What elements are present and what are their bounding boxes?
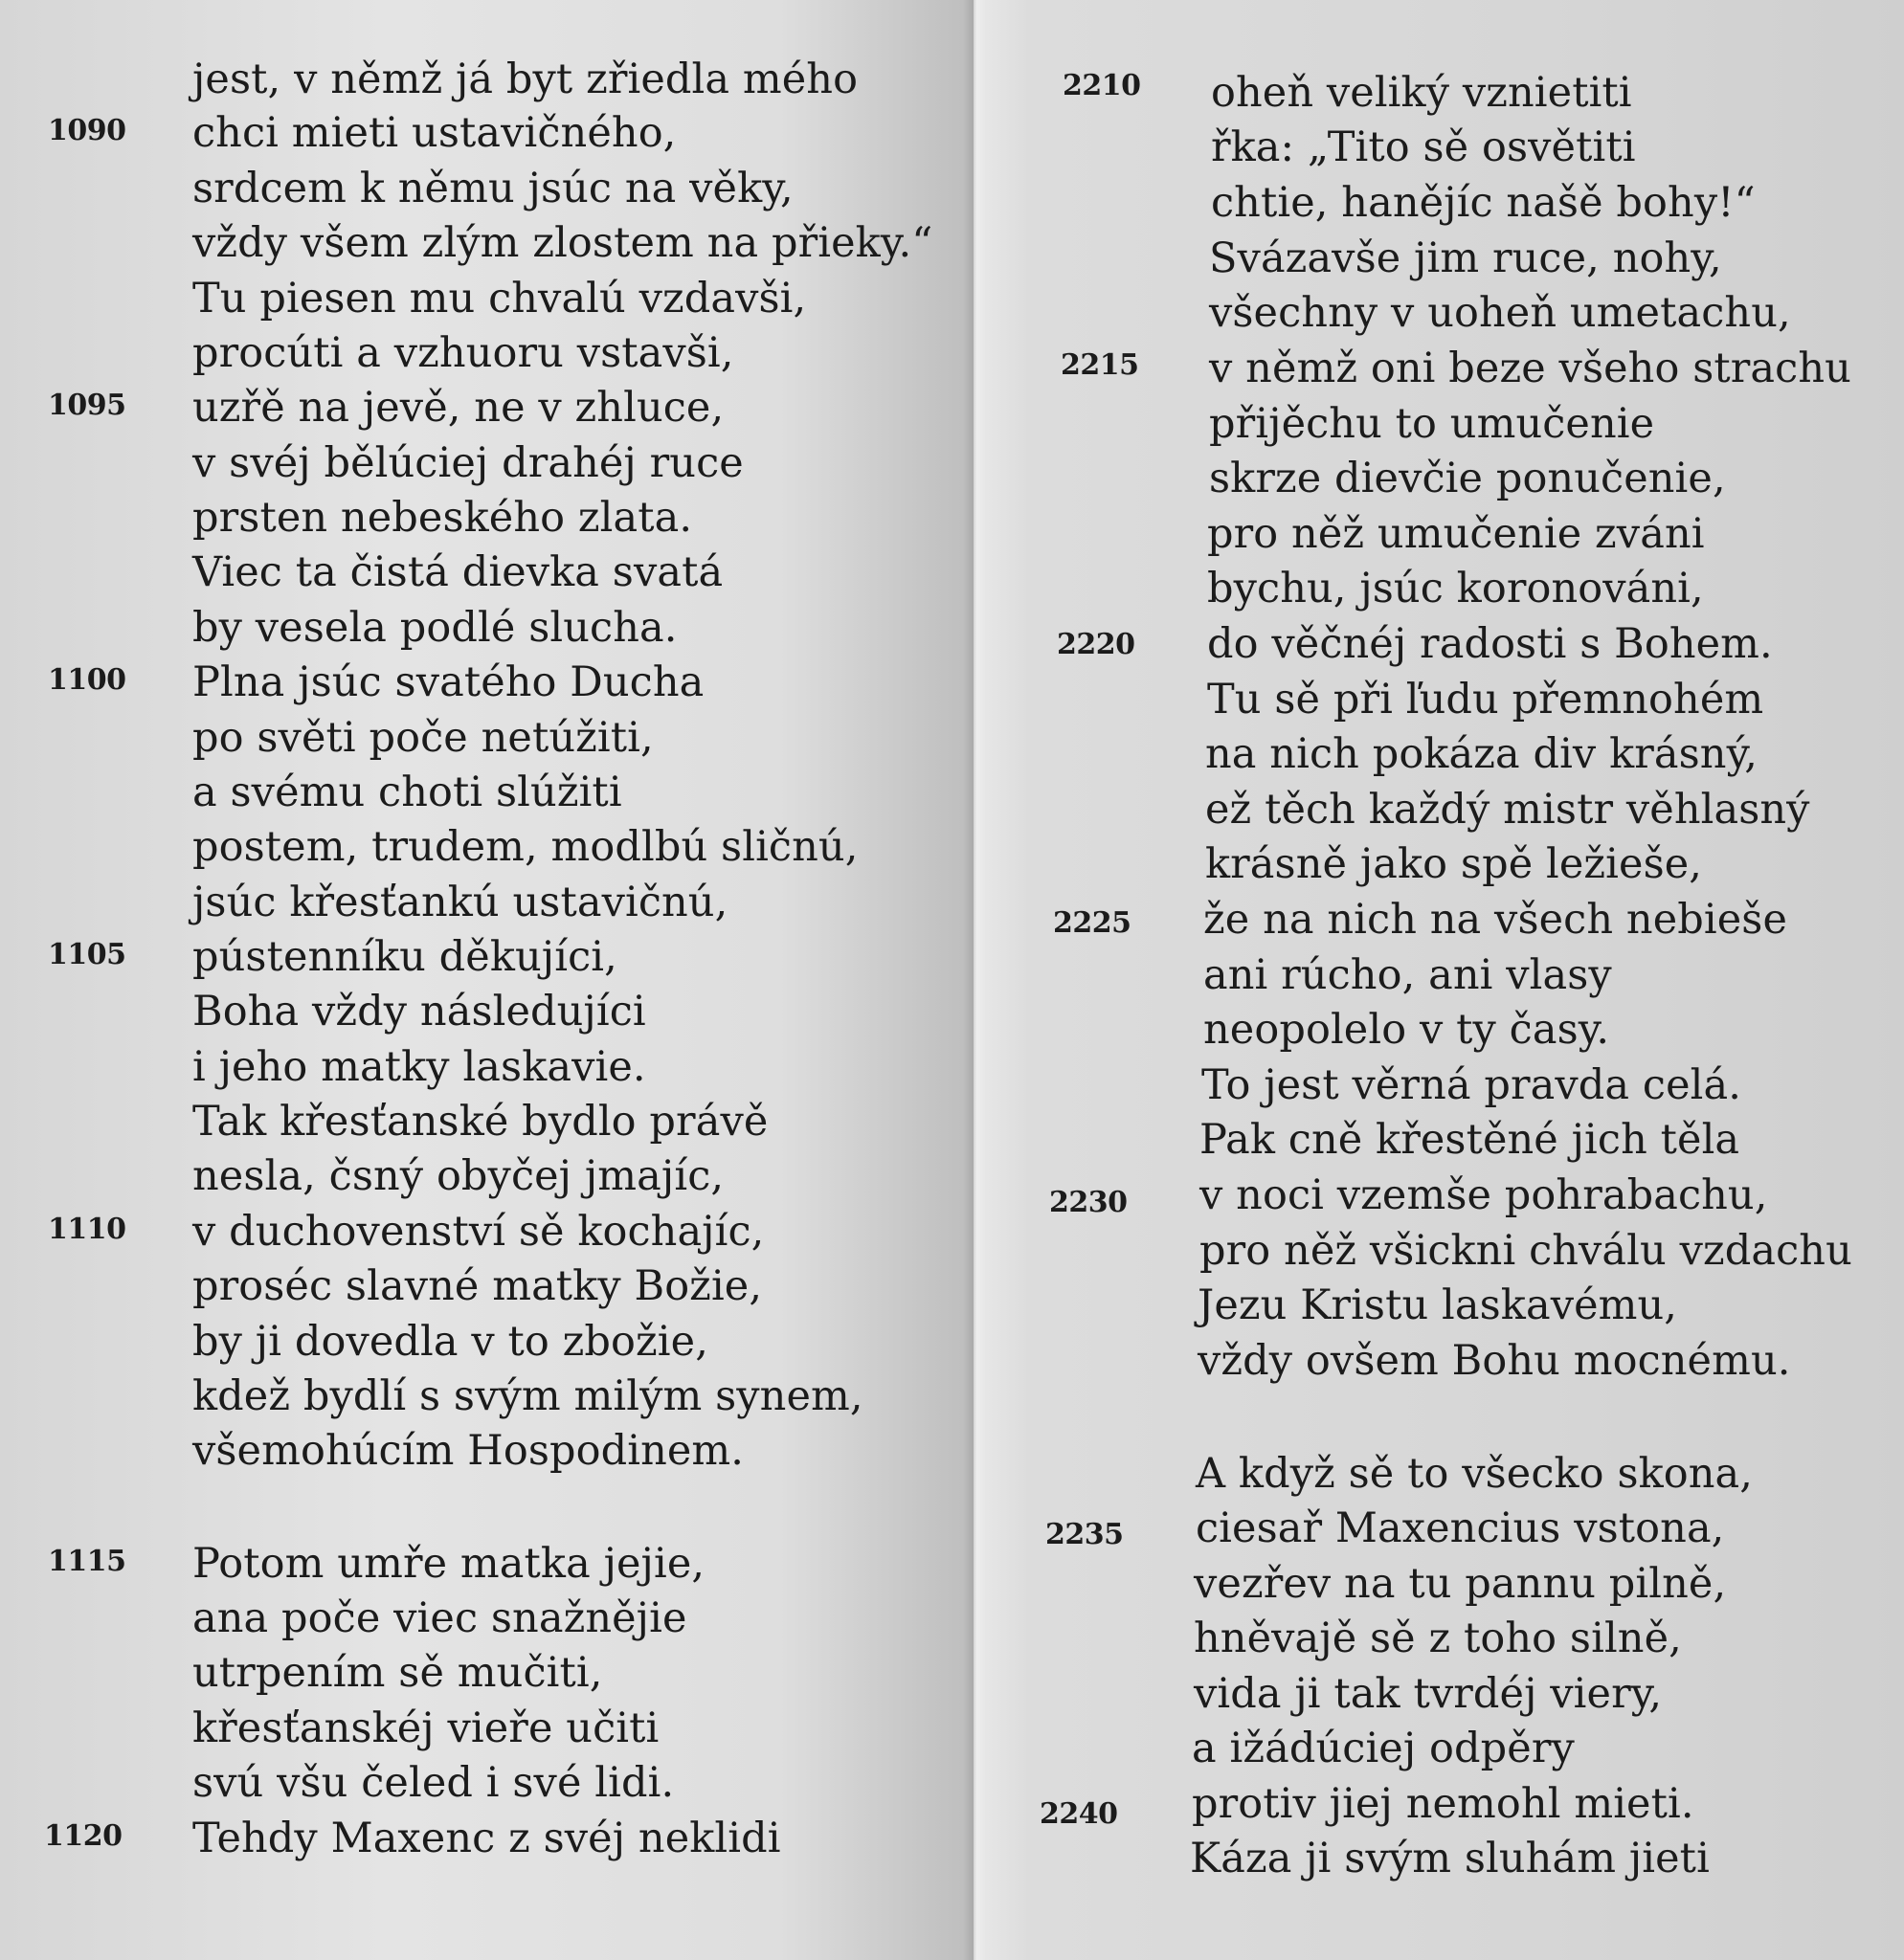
verse-line: v svéj bělúciej drahéj ruce — [192, 439, 744, 487]
line-number: 1095 — [48, 389, 126, 422]
line-number: 2240 — [1040, 1797, 1118, 1831]
verse-line: vezřev na tu pannu pilně, — [1194, 1560, 1727, 1608]
verse-line: v němž oni beze všeho strachu — [1209, 345, 1851, 392]
verse-line: a ižádúciej odpěry — [1192, 1725, 1575, 1772]
verse-line: prsten nebeského zlata. — [192, 494, 693, 542]
verse-line: ež těch každý mistr věhlasný — [1205, 786, 1810, 834]
verse-line: Tehdy Maxenc z svéj neklidi — [192, 1815, 781, 1862]
verse-line: skrze dievčie ponučenie, — [1209, 455, 1726, 502]
line-number: 2210 — [1063, 69, 1141, 102]
verse-line: na nich pokáza div krásný, — [1205, 730, 1758, 778]
verse-line: a svému choti slúžiti — [192, 768, 622, 816]
verse-line: pro něž umučenie zváni — [1207, 510, 1705, 558]
verse-line: křesťanskéj vieře učiti — [192, 1704, 660, 1752]
verse-line: Pak cně křestěné jich těla — [1199, 1116, 1740, 1164]
verse-line: vida ji tak tvrdéj viery, — [1194, 1670, 1663, 1718]
verse-line: Tak křesťanské bydlo právě — [192, 1098, 769, 1146]
verse-line: Viec ta čistá dievka svatá — [192, 548, 724, 596]
verse-line: nesla, čsný obyčej jmajíc, — [192, 1152, 725, 1200]
verse-line: by vesela podlé slucha. — [192, 604, 678, 652]
verse-line: A když sě to všecko skona, — [1196, 1450, 1754, 1498]
verse-line: neopolelo v ty časy. — [1203, 1006, 1610, 1054]
verse-line: vždy všem zlým zlostem na přieky.“ — [192, 219, 933, 267]
verse-line: všechny v uoheň umetachu, — [1209, 289, 1791, 337]
line-number: 1090 — [48, 114, 126, 147]
line-number: 2230 — [1049, 1186, 1128, 1219]
verse-line: v noci vzemše pohrabachu, — [1199, 1171, 1768, 1219]
verse-line: ciesař Maxencius vstona, — [1196, 1504, 1725, 1552]
line-number: 2235 — [1045, 1518, 1124, 1551]
verse-line: proséc slavné matky Božie, — [192, 1262, 763, 1310]
verse-line: všemohúcím Hospodinem. — [192, 1427, 745, 1475]
verse-line: protiv jiej nemohl mieti. — [1192, 1780, 1694, 1828]
line-number: 1105 — [48, 938, 126, 971]
verse-line: chci mieti ustavičného, — [192, 109, 677, 157]
verse-line: jsúc křesťankú ustavičnú, — [192, 879, 728, 926]
verse-line: ani rúcho, ani vlasy — [1203, 951, 1612, 999]
verse-line: přijěchu to umučenie — [1209, 400, 1655, 448]
verse-line: bychu, jsúc koronováni, — [1207, 565, 1704, 612]
show-through-text — [0, 0, 1, 1]
verse-line: i jeho matky laskavie. — [192, 1043, 646, 1091]
verse-line: krásně jako spě ležieše, — [1205, 840, 1703, 888]
verse-line: Jezu Kristu laskavému, — [1198, 1281, 1678, 1329]
verse-line: oheň veliký vznietiti — [1211, 69, 1632, 117]
line-number: 2215 — [1061, 348, 1139, 382]
verse-line: chtie, hanějíc našě bohy!“ — [1211, 179, 1756, 227]
verse-line: procúti a vzhuoru vstavši, — [192, 329, 734, 377]
verse-line: kdež bydlí s svým milým synem, — [192, 1372, 863, 1420]
verse-line: pro něž všickni chválu vzdachu — [1199, 1227, 1852, 1275]
book-gutter — [963, 0, 986, 1960]
line-number: 1100 — [48, 663, 126, 697]
verse-line: Tu sě při ľudu přemnohém — [1207, 676, 1764, 724]
verse-line: utrpením sě mučiti, — [192, 1649, 603, 1697]
verse-line: by ji dovedla v to zbožie, — [192, 1318, 708, 1366]
line-number: 1115 — [48, 1545, 126, 1578]
verse-line: To jest věrná pravda celá. — [1201, 1061, 1742, 1109]
verse-line: Potom umře matka jejie, — [192, 1540, 706, 1588]
verse-line: svú všu čeled i své lidi. — [192, 1759, 675, 1807]
verse-line: postem, trudem, modlbú sličnú, — [192, 823, 859, 871]
verse-line: řka: „Tito sě osvětiti — [1211, 123, 1636, 171]
line-number: 2220 — [1057, 628, 1135, 661]
verse-line: Plna jsúc svatého Ducha — [192, 658, 705, 706]
verse-line: ana poče viec snažnějie — [192, 1594, 687, 1642]
verse-line: v duchovenství sě kochajíc, — [192, 1208, 765, 1256]
verse-line: Boha vždy následujíci — [192, 988, 646, 1036]
verse-line: pústenníku děkujíci, — [192, 933, 617, 981]
verse-line: Svázavše jim ruce, nohy, — [1209, 234, 1722, 282]
line-number: 2225 — [1053, 906, 1131, 940]
verse-line: uzřě na jevě, ne v zhluce, — [192, 384, 725, 432]
line-number: 1120 — [44, 1819, 123, 1853]
verse-line: vždy ovšem Bohu mocnému. — [1198, 1337, 1791, 1385]
verse-line: hněvajě sě z toho silně, — [1194, 1615, 1682, 1662]
verse-line: jest, v němž já byt zřiedla mého — [192, 56, 859, 103]
verse-line: že na nich na všech nebieše — [1203, 896, 1787, 944]
verse-line: Tu piesen mu chvalú vzdavši, — [192, 275, 807, 323]
verse-line: po světi poče netúžiti, — [192, 714, 654, 762]
verse-line: do věčnéj radosti s Bohem. — [1207, 620, 1773, 668]
verse-line: srdcem k němu jsúc na věky, — [192, 165, 794, 212]
line-number: 1110 — [48, 1213, 126, 1246]
verse-line: Káza ji svým sluhám jieti — [1190, 1835, 1710, 1882]
